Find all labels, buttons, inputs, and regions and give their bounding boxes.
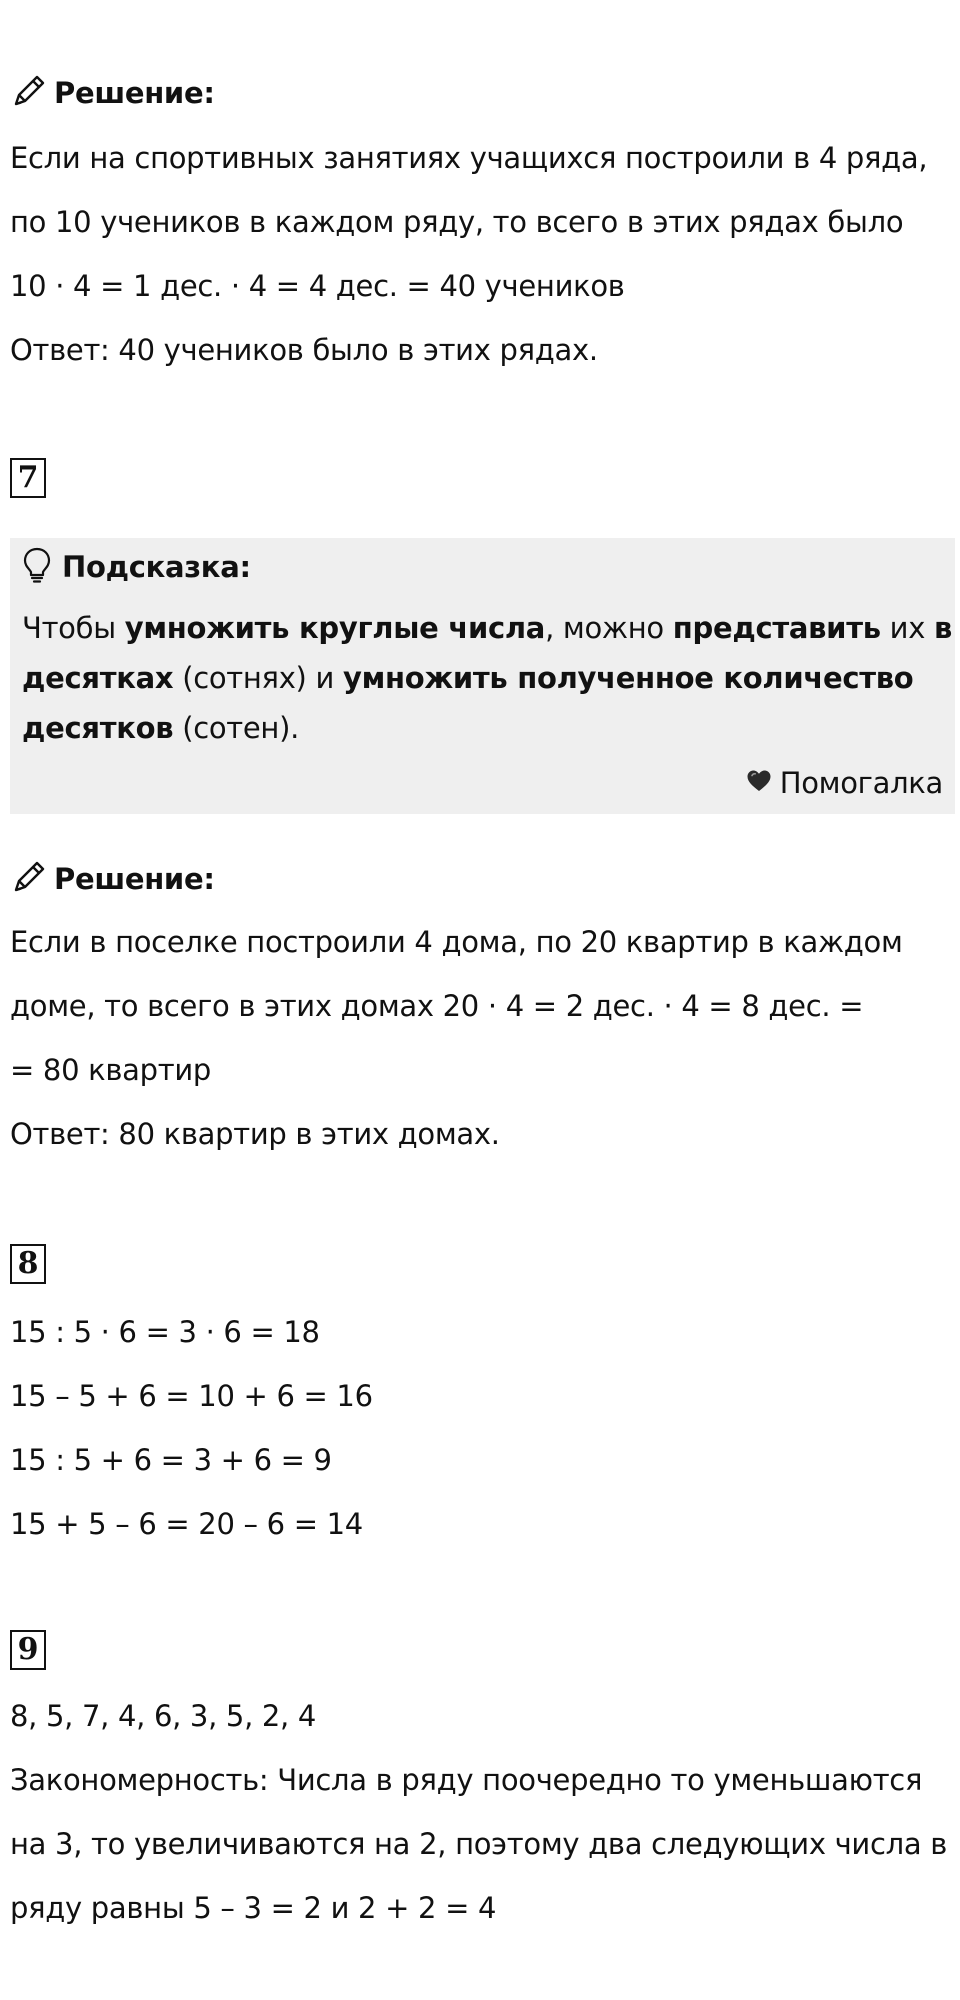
solution-header xyxy=(10,72,215,114)
hint-text-line: десятков (сотен). xyxy=(22,711,300,745)
solution-text-line: Если на спортивных занятиях учащихся построили в 4 ряда, xyxy=(10,141,928,175)
solution-text-line: доме, то всего в этих домах 20 · 4 = 2 дес. · 4 = 8 дес. = xyxy=(10,989,864,1023)
solution-text-line: Если в поселке построили 4 дома, по 20 квартир в каждом xyxy=(10,925,903,959)
equation-line: 15 : 5 · 6 = 3 · 6 = 18 xyxy=(10,1315,320,1349)
hint-header xyxy=(22,546,251,588)
hint-box xyxy=(10,538,955,814)
solution-label: Решение: xyxy=(54,862,215,896)
task-number: 8 xyxy=(10,1244,46,1284)
solution-text-line: 10 · 4 = 1 дес. · 4 = 4 дес. = 40 учеников xyxy=(10,269,625,303)
task-number: 7 xyxy=(10,458,46,498)
hint-text-line: десятках (сотнях) и умножить полученное количество xyxy=(22,661,914,695)
sequence-line: 8, 5, 7, 4, 6, 3, 5, 2, 4 xyxy=(10,1699,317,1733)
pencil-icon xyxy=(10,72,48,114)
pencil-icon xyxy=(10,858,48,900)
equation-line: 15 – 5 + 6 = 10 + 6 = 16 xyxy=(10,1379,373,1413)
explanation-line: Закономерность: Числа в ряду поочередно то уменьшаются xyxy=(10,1763,923,1797)
task-number: 9 xyxy=(10,1630,46,1670)
solution-answer: Ответ: 40 учеников было в этих рядах. xyxy=(10,333,598,367)
solution-label: Решение: xyxy=(54,76,215,110)
lightbulb-icon xyxy=(22,546,52,588)
brand-signature xyxy=(746,763,943,803)
heart-icon xyxy=(746,763,772,803)
equation-line: 15 : 5 + 6 = 3 + 6 = 9 xyxy=(10,1443,332,1477)
hint-label: Подсказка: xyxy=(62,550,251,584)
solution-text-line: по 10 учеников в каждом ряду, то всего в этих рядах было xyxy=(10,205,904,239)
explanation-line: на 3, то увеличиваются на 2, поэтому два следующих числа в xyxy=(10,1827,948,1861)
brand-label: Помогалка xyxy=(779,766,943,800)
explanation-line: ряду равны 5 – 3 = 2 и 2 + 2 = 4 xyxy=(10,1891,497,1925)
solution-answer: Ответ: 80 квартир в этих домах. xyxy=(10,1117,500,1151)
hint-text-line: Чтобы умножить круглые числа, можно представить их в xyxy=(22,611,953,645)
solution-text-line: = 80 квартир xyxy=(10,1053,211,1087)
solution-header xyxy=(10,858,215,900)
equation-line: 15 + 5 – 6 = 20 – 6 = 14 xyxy=(10,1507,363,1541)
